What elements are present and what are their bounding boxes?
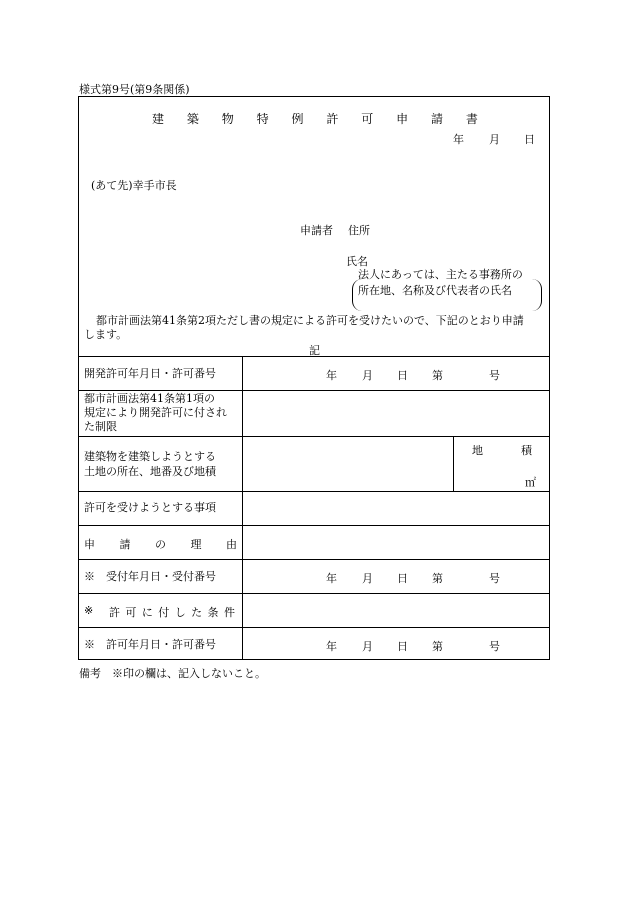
reason-char: 由 <box>226 538 237 551</box>
request-text-line1: 都市計画法第41条第2項ただし書の規定による許可を受けたいので、下記のとおり申請 <box>96 314 524 327</box>
ymd-dai: 第 <box>432 572 443 585</box>
conditions-char: 付 <box>158 606 170 619</box>
title-char: 築 <box>186 112 199 126</box>
table-rule <box>78 593 550 594</box>
ymd-go: 号 <box>489 369 500 382</box>
corp-note-line1: 法人にあっては、主たる事務所の <box>358 268 523 281</box>
table-rule <box>78 559 550 560</box>
request-text-line2: します。 <box>84 328 128 341</box>
reason-char: 申 <box>84 538 95 551</box>
conditions-mark: ※ <box>84 604 94 617</box>
title-char: 特 <box>256 112 269 126</box>
dev-permit-label: 開発許可年月日・許可番号 <box>84 367 216 380</box>
date-year: 年 <box>453 133 464 146</box>
conditions-char: 件 <box>223 606 235 619</box>
land-label-1: 建築物を建築しようとする <box>84 450 216 463</box>
table-column-divider <box>242 356 243 660</box>
title-char: 書 <box>465 112 478 126</box>
reason-char: の <box>155 538 166 551</box>
area-char: 地 <box>472 444 483 457</box>
ki-label: 記 <box>309 344 320 357</box>
table-rule <box>78 525 550 526</box>
ymd-go: 号 <box>489 640 500 653</box>
date-day: 日 <box>524 133 535 146</box>
reason-char: 請 <box>119 538 131 551</box>
reason-label <box>84 536 237 552</box>
restriction-label-3: た制限 <box>84 420 117 433</box>
table-rule <box>78 491 550 492</box>
table-rule <box>78 356 550 357</box>
name-label: 氏名 <box>346 255 368 268</box>
conditions-char: に <box>141 606 153 619</box>
permit-label: ※ 許可年月日・許可番号 <box>84 638 216 651</box>
ymd-dai: 第 <box>432 640 443 653</box>
area-unit: ㎡ <box>525 476 536 489</box>
address-label: 住所 <box>348 224 370 237</box>
date-month: 月 <box>489 133 500 146</box>
footnote: 備考 ※印の欄は、記入しないこと。 <box>79 667 266 680</box>
ymd-year: 年 <box>326 640 337 653</box>
table-rule <box>78 390 550 391</box>
table-rule <box>78 627 550 628</box>
area-char: 積 <box>521 444 532 457</box>
title-char: 請 <box>431 112 444 126</box>
title-char: 許 <box>326 112 339 126</box>
title-char: 物 <box>221 112 234 126</box>
reason-char: 理 <box>190 538 202 551</box>
matter-label: 許可を受けようとする事項 <box>84 501 216 514</box>
conditions-char: し <box>174 606 186 619</box>
ymd-go: 号 <box>489 572 500 585</box>
title-char: 可 <box>361 112 374 126</box>
ymd-dai: 第 <box>432 369 443 382</box>
conditions-char: た <box>191 606 203 619</box>
applicant-label: 申請者 <box>300 224 333 237</box>
table-rule <box>78 436 550 437</box>
corp-note-line2: 所在地、名称及び代表者の氏名 <box>358 284 512 297</box>
ymd-year: 年 <box>326 572 337 585</box>
restriction-label-2: 規定により開発許可に付され <box>84 406 227 419</box>
ymd-year: 年 <box>326 369 337 382</box>
addressee: (あて先)幸手市長 <box>91 179 177 192</box>
conditions-char: 許 <box>109 606 120 619</box>
title-char: 例 <box>291 112 304 126</box>
land-label-2: 土地の所在、地番及び地積 <box>84 465 216 478</box>
conditions-char: 条 <box>207 606 219 619</box>
ymd-day: 日 <box>397 369 408 382</box>
title-char: 申 <box>396 112 409 126</box>
title-char: 建 <box>152 112 165 126</box>
ymd-month: 月 <box>362 572 373 585</box>
ymd-day: 日 <box>397 572 408 585</box>
form-number: 様式第9号(第9条関係) <box>79 83 190 96</box>
restriction-label-1: 都市計画法第41条第1項の <box>84 392 215 405</box>
conditions-char: 可 <box>125 606 137 619</box>
ymd-month: 月 <box>362 640 373 653</box>
ymd-day: 日 <box>397 640 408 653</box>
form-title <box>152 110 478 127</box>
ymd-month: 月 <box>362 369 373 382</box>
area-column-divider <box>453 436 454 491</box>
conditions-label <box>109 604 235 620</box>
receipt-label: ※ 受付年月日・受付番号 <box>84 570 216 583</box>
